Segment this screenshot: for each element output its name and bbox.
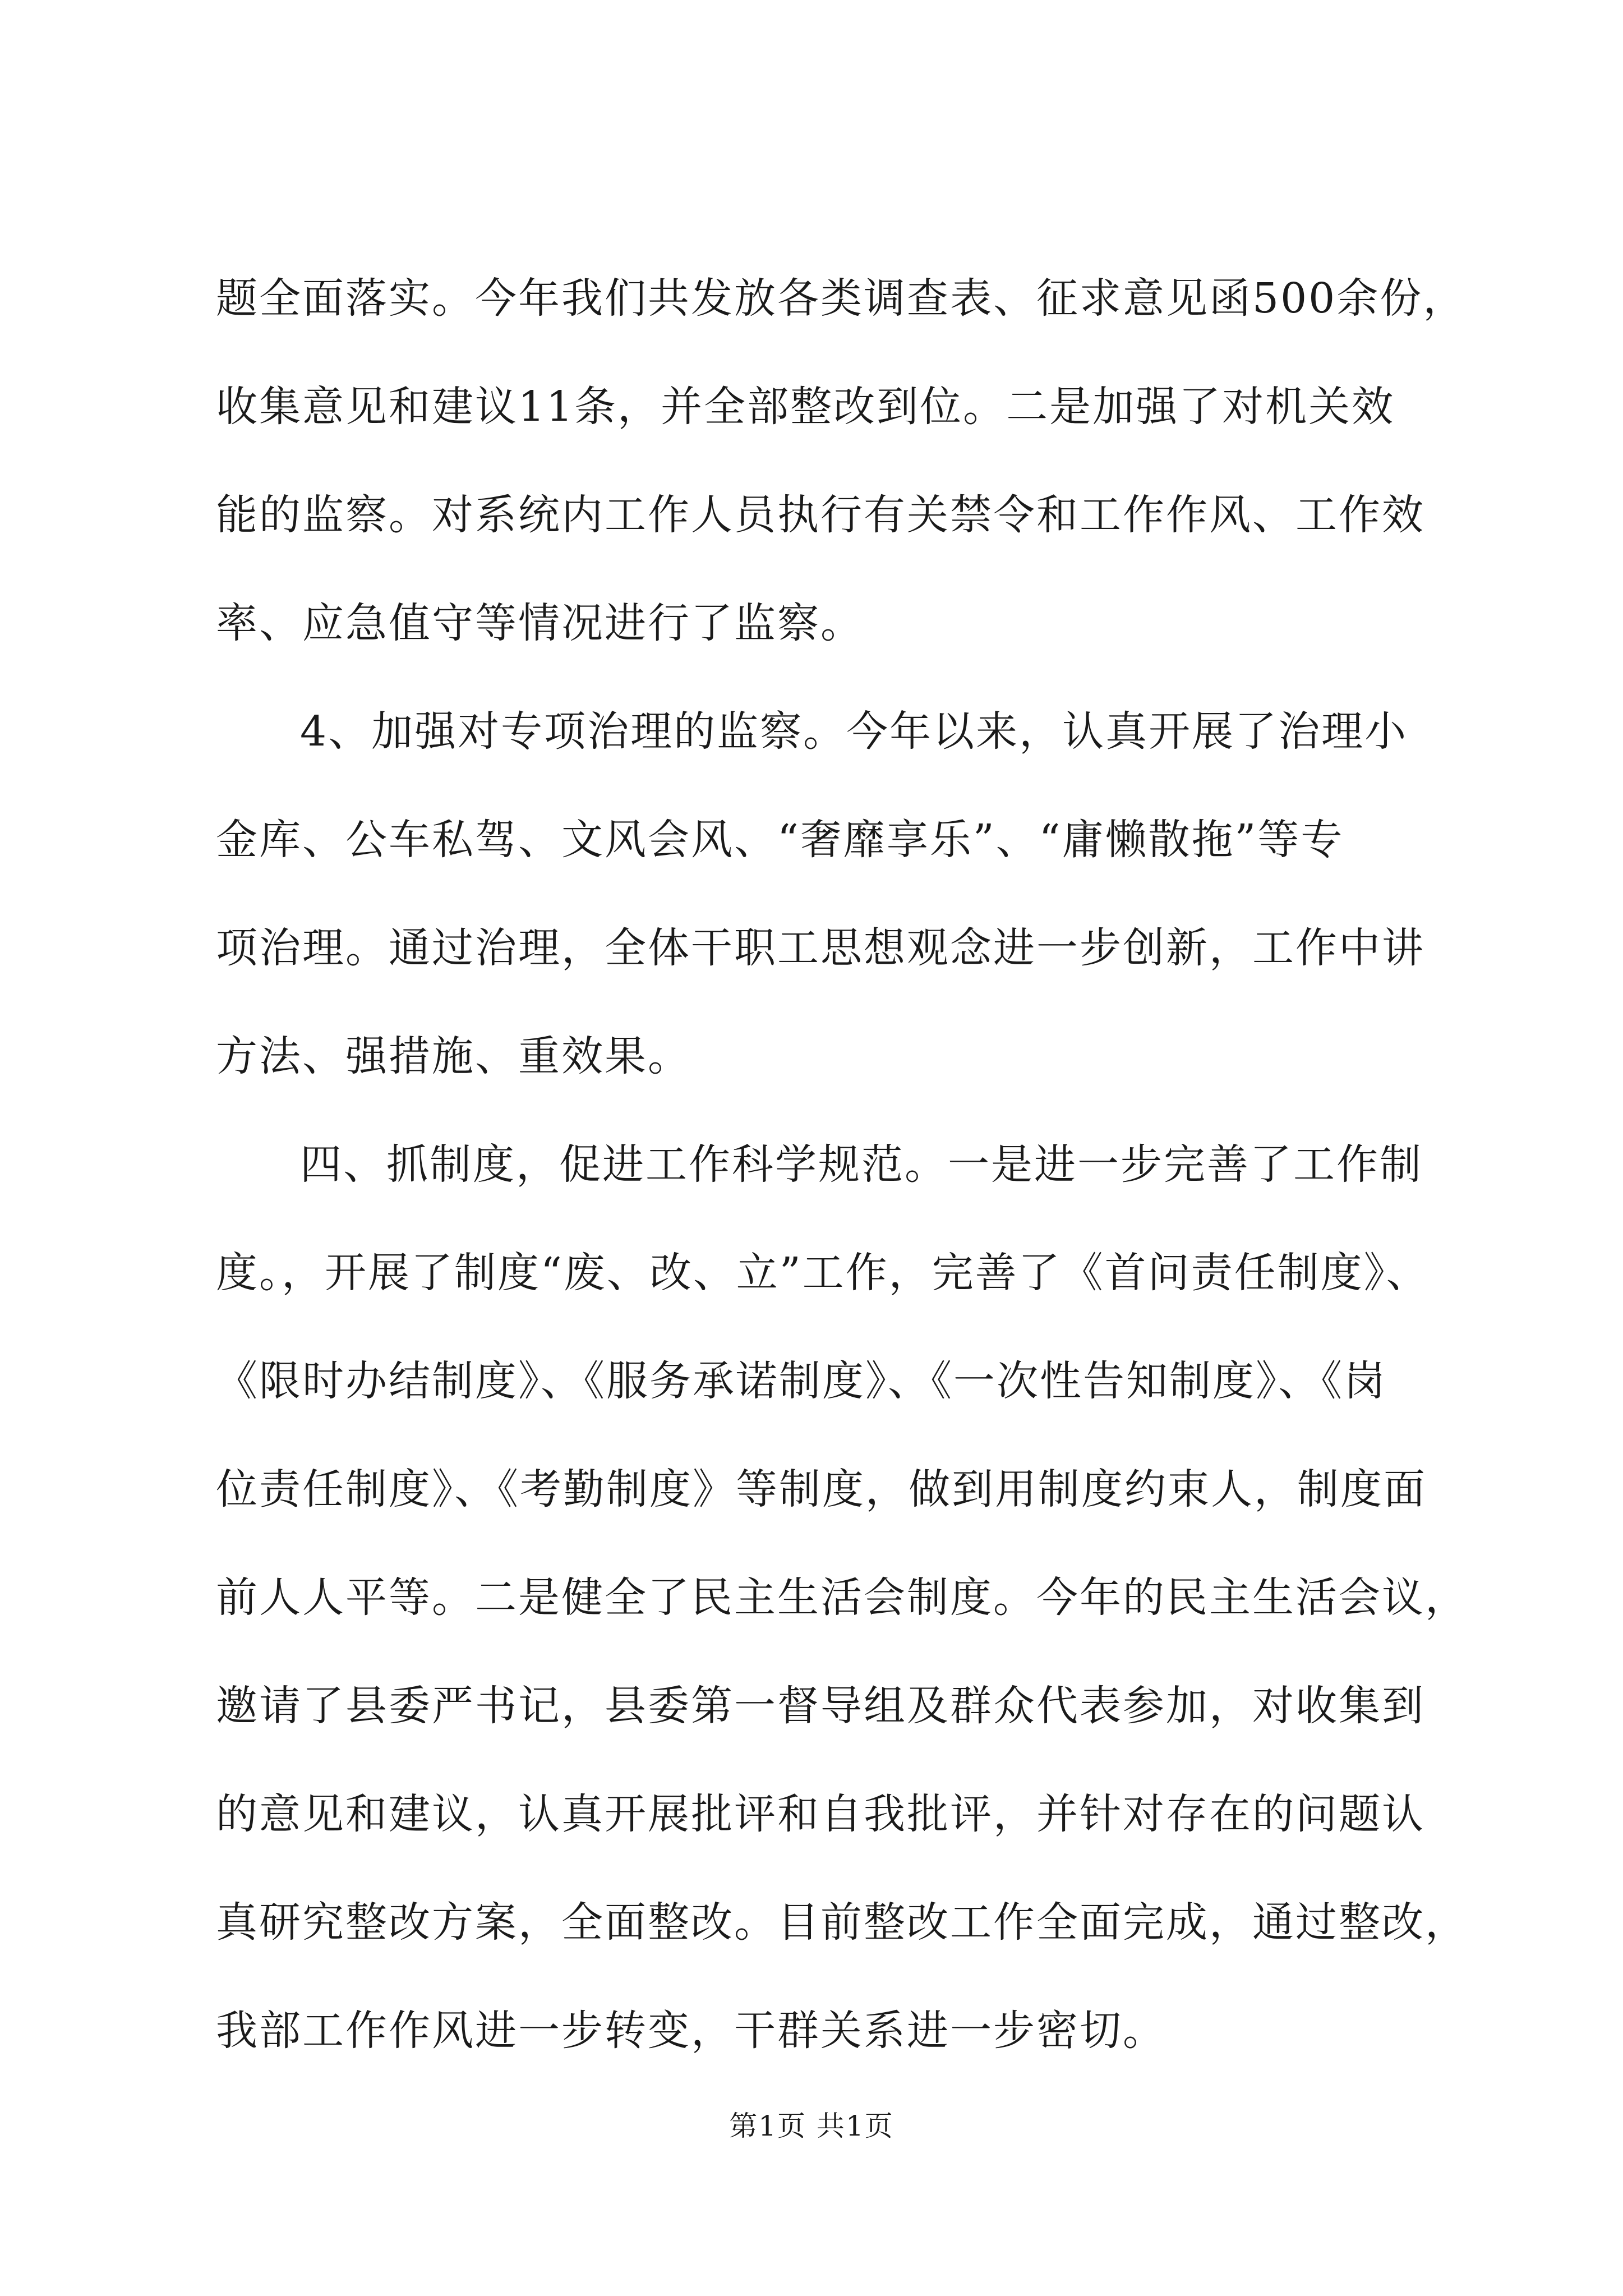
text-line: 邀请了县委严书记，县委第一督导组及群众代表参加，对收集到 (216, 1682, 1425, 1730)
text-line: 收集意见和建议11条，并全部整改到位。二是加强了对机关效 (216, 383, 1395, 431)
text-line: 真研究整改方案，全面整改。目前整改工作全面完成，通过整改， (216, 1898, 1468, 1947)
text-line: 度。，开展了制度“废、改、立”工作，完善了《首问责任制度》、 (216, 1249, 1430, 1297)
text-line: 方法、强措施、重效果。 (216, 1032, 691, 1080)
text-line: 位责任制度》、《考勤制度》等制度，做到用制度约束人，制度面 (216, 1465, 1427, 1513)
body-text (216, 245, 1468, 2085)
text-line: 率、应急值守等情况进行了监察。 (216, 599, 864, 647)
paragraph-first-line: 四、抓制度，促进工作科学规范。一是进一步完善了工作制 (300, 1140, 1423, 1189)
text-line: 能的监察。对系统内工作人员执行有关禁令和工作作风、工作效 (216, 491, 1425, 539)
text-line: 《限时办结制度》、《服务承诺制度》、《一次性告知制度》、《岗 (216, 1357, 1387, 1405)
text-line: 我部工作作风进一步转变，干群关系进一步密切。 (216, 2007, 1166, 2055)
text-line: 项治理。通过治理，全体干职工思想观念进一步创新，工作中讲 (216, 924, 1425, 972)
text-line: 的意见和建议，认真开展批评和自我批评，并针对存在的问题认 (216, 1790, 1425, 1838)
text-line: 题全面落实。今年我们共发放各类调查表、征求意见函500余份， (216, 274, 1467, 323)
text-line: 前人人平等。二是健全了民主生活会制度。今年的民主生活会议， (216, 1573, 1468, 1622)
page-footer (0, 2106, 1623, 2146)
paragraph-first-line: 4、加强对专项治理的监察。今年以来，认真开展了治理小 (300, 707, 1408, 756)
text-line: 金库、公车私驾、文风会风、“奢靡享乐”、“庸懒散拖”等专 (216, 816, 1344, 864)
page-number: 第1页 共1页 (729, 2110, 894, 2142)
